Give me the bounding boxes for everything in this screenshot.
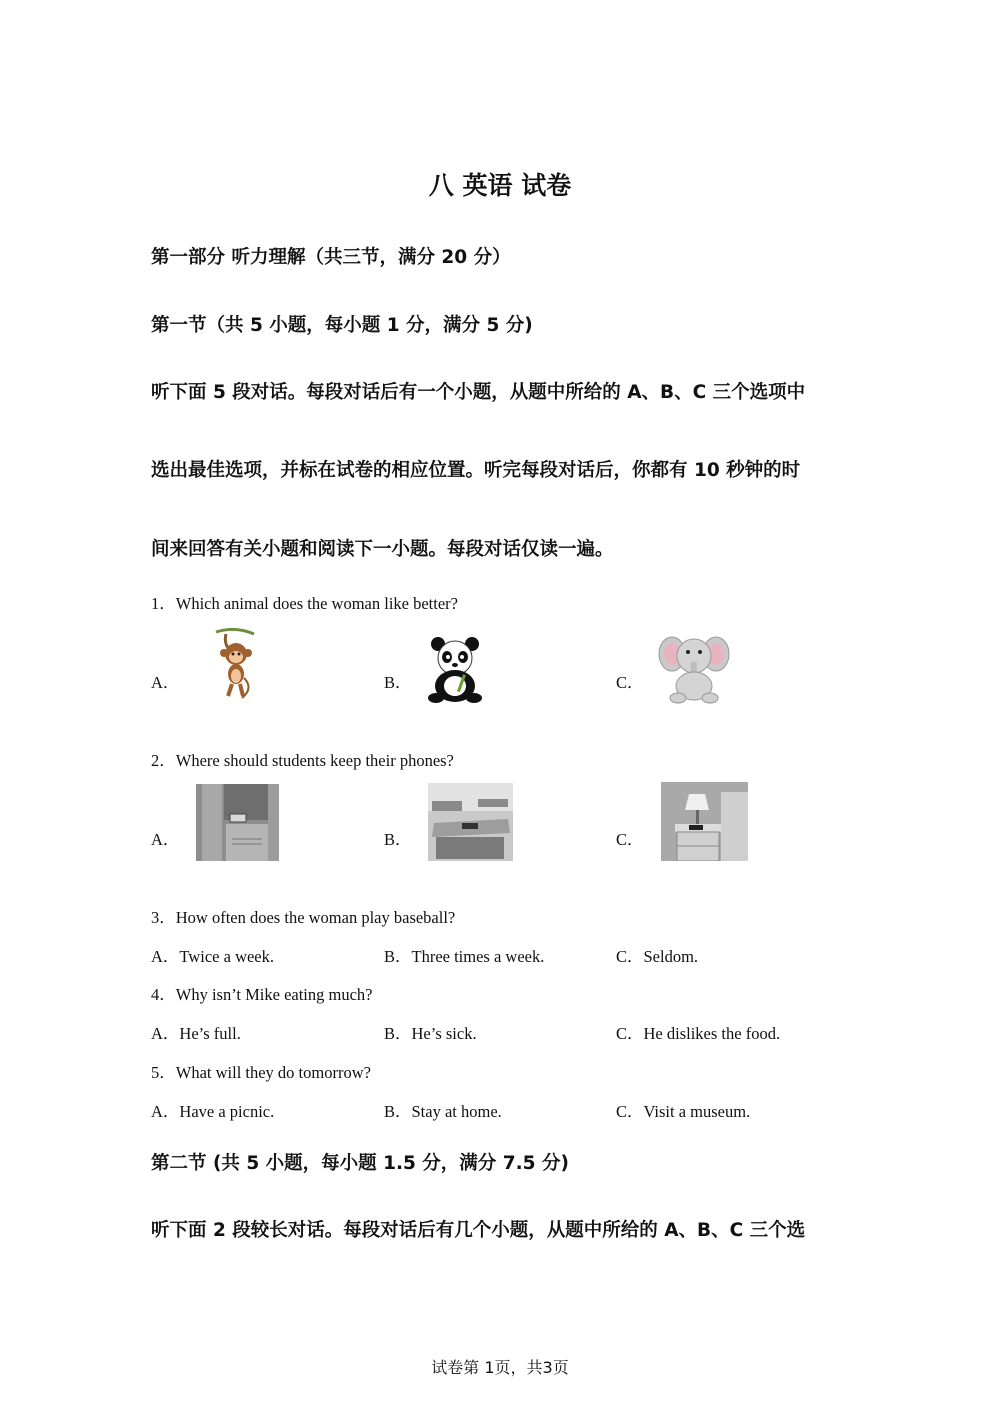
locker-photo (196, 784, 279, 861)
question-3-option-a: A．Twice a week. (151, 947, 275, 966)
question-5-option-a: A．Have a picnic. (151, 1102, 275, 1121)
monkey-image (212, 628, 258, 702)
question-2-stem: 2．Where should students keep their phones? (151, 751, 454, 770)
section2-instruction-line: 听下面 2 段较长对话。每段对话后有几个小题，从题中所给的 A、B、C 三个选 (151, 1220, 806, 1241)
question-2-option-c: C． (616, 830, 644, 849)
section1-heading: 第一节（共 5 小题，每小题 1 分，满分 5 分) (151, 315, 533, 336)
question-4-option-c: C．He dislikes the food. (616, 1024, 781, 1043)
question-4-option-b: B．He’s sick. (384, 1024, 477, 1043)
classroom-desk-photo (428, 783, 513, 861)
page-footer: 试卷第 1页，共3页 (431, 1358, 569, 1377)
question-5-option-b: B．Stay at home. (384, 1102, 502, 1121)
section1-instruction-line: 间来回答有关小题和阅读下一小题。每段对话仅读一遍。 (151, 539, 614, 560)
question-5-option-c: C．Visit a museum. (616, 1102, 751, 1121)
question-4-stem: 4．Why isn’t Mike eating much? (151, 985, 373, 1004)
question-2-option-b: B． (384, 830, 412, 849)
question-3-option-c: C．Seldom. (616, 947, 699, 966)
question-1-stem: 1．Which animal does the woman like better? (151, 594, 458, 613)
section1-instruction-line: 选出最佳选项，并标在试卷的相应位置。听完每段对话后，你都有 10 秒钟的时 (151, 460, 801, 481)
question-5-stem: 5．What will they do tomorrow? (151, 1063, 371, 1082)
question-3-stem: 3．How often does the woman play baseball? (151, 908, 456, 927)
panda-image (426, 636, 484, 704)
question-3-option-b: B．Three times a week. (384, 947, 545, 966)
question-1-option-b: B． (384, 673, 412, 692)
bedside-table-photo (661, 782, 748, 861)
section2-heading: 第二节 (共 5 小题，每小题 1.5 分，满分 7.5 分) (151, 1153, 569, 1174)
exam-title: 八 英语 试卷 (428, 171, 572, 200)
section1-instruction-line: 听下面 5 段对话。每段对话后有一个小题，从题中所给的 A、B、C 三个选项中 (151, 382, 806, 403)
question-4-option-a: A．He’s full. (151, 1024, 241, 1043)
question-1-option-a: A． (151, 673, 180, 692)
elephant-image (658, 630, 730, 704)
question-1-option-c: C． (616, 673, 644, 692)
part1-heading: 第一部分 听力理解（共三节，满分 20 分） (151, 247, 511, 268)
question-2-option-a: A． (151, 830, 180, 849)
